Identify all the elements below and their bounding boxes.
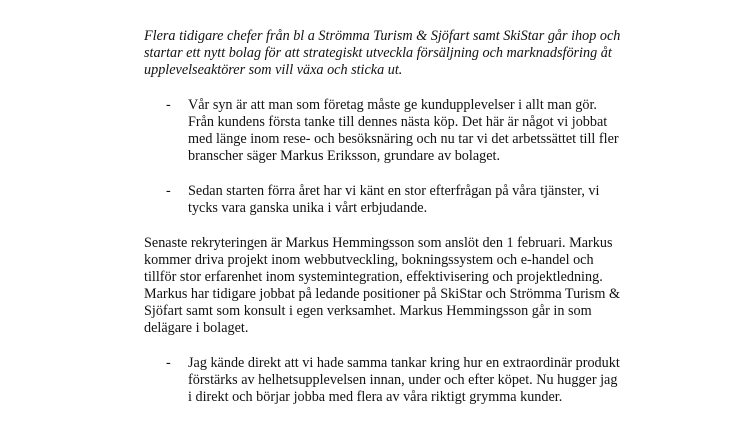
document-page <box>144 28 624 424</box>
quote-item <box>144 183 624 217</box>
quote-text: Jag kände direkt att vi hade samma tankar kring hur en extraordinär produkt förstärks av helhetsupplevelsen innan, under och efter köpet. Nu hugger jag i direkt och börjar jobba med flera av våra riktigt grymma kunder. <box>188 355 620 405</box>
dash-bullet: - <box>166 183 171 199</box>
quote-item <box>144 355 624 406</box>
body-paragraph: Senaste rekryteringen är Markus Hemmingsson som anslöt den 1 februari. Markus kommer driva projekt inom webbutveckling, bokningssystem och e-handel och tillför stor erfarenhet inom systemintegration, effektivisering och projektledning. Markus har tidigare jobbat på ledande positioner på SkiStar och Strömma Turism & Sjöfart samt som konsult i egen verksamhet. Markus Hemmingsson går in som delägare i bolaget. <box>144 235 621 336</box>
dash-bullet: - <box>166 97 171 113</box>
lead-paragraph: Flera tidigare chefer från bl a Strömma Turism & Sjöfart samt SkiStar går ihop och startar ett nytt bolag för att strategiskt utveckla försäljning och marknadsföring åt upplevelseaktörer som vill växa och sticka ut. <box>144 28 621 78</box>
quote-text: Vår syn är att man som företag måste ge kundupplevelser i allt man gör. Från kundens första tanke till dennes nästa köp. Det här är något vi jobbat med länge inom rese- och besöksnäring och nu tar vi det arbetssättet till fler branscher säger Markus Eriksson, grundare av bolaget. <box>188 97 619 164</box>
quote-item <box>144 97 624 165</box>
quote-text: Sedan starten förra året har vi känt en stor efterfrågan på våra tjänster, vi tycks vara ganska unika i vårt erbjudande. <box>188 183 600 216</box>
dash-bullet: - <box>166 355 171 371</box>
